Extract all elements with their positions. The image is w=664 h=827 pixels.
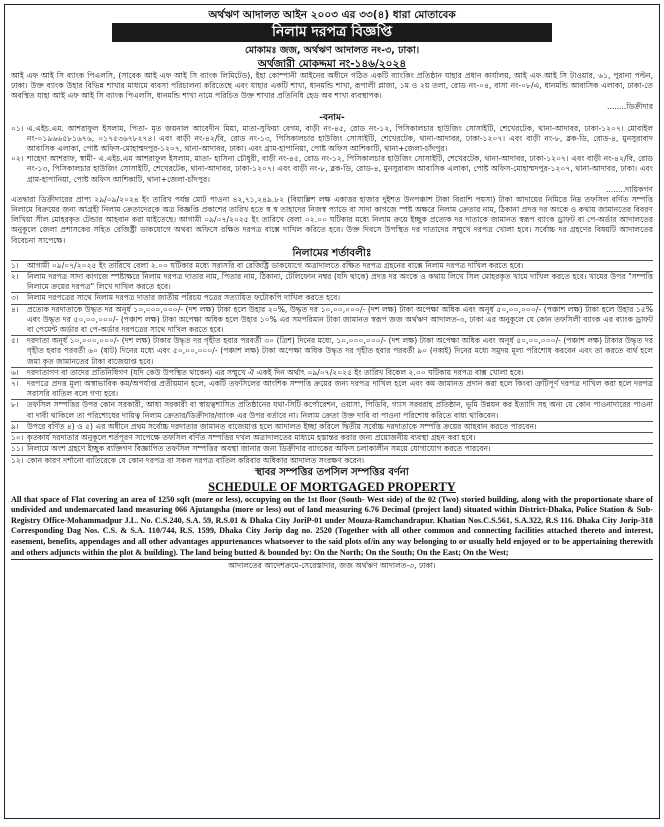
condition-number: ১০। (11, 433, 24, 443)
condition-number: ৭। (11, 379, 19, 389)
condition-text: নিলাম দরপত্রের সাথে নিলাম দরপত্র দাতার জাতীয় পরিচয় পত্রের সত্যায়িত ফটোকপি দাখিল করতে হবে। (27, 293, 341, 303)
plaintiff-text (11, 71, 653, 102)
schedule-title-english: SCHEDULE OF MORTGAGED PROPERTY (208, 479, 456, 494)
condition-text: দরদাতাগণ বা তাদের প্রতিনিধিগণ (যদি কেউ উপস্থিত থাকেন) এর সম্মুখে ঐ একই দিন অর্থাৎ ০৯/০৭/২০২৫ ইং তারিখ বিকেল ২.০০ ঘটিকায় দরপত্র বাক্স খোলা হবে। (27, 367, 524, 377)
defendant-text: এ.এইচ.এম. আশরাফুল ইসলাম, পিতা- মৃত জয়নাল আবেদীন মিয়া, মাতা-সুফিয়া বেগম, বাড়ী নং-৪৫, রোড নং-১২, পিসিকালচার হাউজিং সোসাইটি, শেখেরটেক, থানা-আদাবর, ঢাকা-১২০৭। মোবাইল নং-০১৯৬৬৫৮১৬৭৬, ০১৭৫৩৬৭৮২৭৪। এবং বাড়ী নং-৪২/বি, রোড নং-১৩, পিসিকালচার হাউজিং সোসাইটি, শেখেরটেক, থানা-আদাবর, ঢাকা-১২০৭। এবং বাড়ী নং-৮, ব্লক-ডি, রোড-৪, মুনসুরাবাদ আবাসিক এলাকা, পোষ্ট অফিস-মোহাম্মদপুর-১২০৭, থানা-আদাবর, ঢাকা। এবং গ্রাম-হাপানিয়া, পোষ্ট অফিস আশিকাটি, থানা+জেলা-চাঁদপুর। (27, 123, 653, 154)
defendant-text: শাহেদা আশরাফ, স্বামী- এ.এইচ.এম আশরাফুল ইসলাম, মাতা- হাসিনা চৌধুরী, বাড়ী নং-৪৫, রোড নং-১২, পিসিকালচার হাউজিং সোসাইটি, শেখেরটেক, থানা-আদাবর, ঢাকা-১২০৭। এবং বাড়ী নং-৪২/বি, রোড নং-১৩, পিসিকালচার হাউজিং সোসাইটি, শেখেরটেক, থানা-আদাবর, ঢাকা-১২০৭। এবং বাড়ী নং-৮, ব্লক-ডি, রোড-৪, মুনসুরাবাদ আবাসিক এলাকা, পোষ্ট অফিস-মোহাম্মদপুর-১২০৭, থানা-আদাবর, ঢাকা। এবং গ্রাম-হাপানিয়া, পোষ্ট অফিস আশিকাটি, থানা+জেলা-চাঁদপুর। (27, 154, 653, 184)
versus-label: -বনাম- (319, 112, 345, 123)
conditions-title: নিলামের শর্তাবলীঃ (292, 246, 372, 259)
condition-number: ৩। (11, 293, 19, 303)
condition-number: ৪। (11, 304, 19, 314)
defendant-item (11, 124, 653, 155)
condition-item (11, 378, 653, 399)
condition-text: নিলামে অংশ গ্রহণে ইচ্ছুক ব্যক্তিগণ বিজ্ঞাপিত তফসিল সম্পত্তির অবস্থা জানার জন্য ডিক্রীদার ব্যাংকের অফিস চলাকালীন সময়ে যোগাযোগ করতে পারবেন। (27, 444, 491, 454)
footer-signature: আদালতের আদেশক্রমে-সেরেস্তাদার, জজ অর্থঋণ আদালত-৩, ঢাকা। (11, 559, 653, 571)
condition-number: ১২। (11, 455, 24, 465)
defendant-number: ০২। (11, 154, 24, 164)
notice-paragraph: এতদ্বারা ডিক্রীদারের প্রাপ্য ২৯/০৯/২০২৪ ইং তারিখ পর্যন্ত মোট পাওনা ৪২,৭১,২৪৯.৮২ (বিয়াল্লিশ লক্ষ একাত্তর হাজার দুইশত উনপঞ্চাশ টাকা বিরাশি পয়সা) টাকা আদায়ের নিমিত্তে নিম্ন তফসিল বর্ণিত সম্পত্তি নিলামে বিক্রয়ের জন্য আগ্রহী নিলাম ক্রেতাদেরকে অত্র বিজ্ঞপ্তি প্রকাশের তারিখ হতে স্ব স্ব তাহাদের নিজস্ব প্যাডে বা সাদা কাগজে স্পষ্ট অক্ষরে নিলাম ক্রেতার নাম, ঠিকানা প্রদত্ত দর অংকে ও কথায় জামানতের বিবরণ লিখিয়া সীল মোহরকৃত টেন্ডার আহবান করা যাইতেছে। আগামী ০৯/০৭/২০২৫ ইং তারিখে বেলা ০২.০০ ঘটিকার মধ্যে নিলাম ক্রয়ে ইচ্ছুক প্রত্যেক দর দাতাকে জামানত স্বরূপ ব্যাংক ড্রাফট বা পে-অর্ডার আদালতের অনুকূলে জেলা প্রশাসকের সহিত রেজিষ্ট্রী ডাকযোগে অথবা অফিসে রক্ষিত দরপত্র বাক্সে দাখিল করিতে হবে। উক্ত দিবসে উপস্থিত দর দাতাদের সম্মুখে দরপত্র খোলা হবে। সর্বোচ্চ দর গ্রহণের বিষয়টি আদালতের বিবেচনা সাপেক্ষে। (11, 194, 653, 245)
defendant-number: ০১। (11, 123, 24, 133)
defendant-role: ........দায়িকগণ (605, 184, 653, 194)
condition-text: তফসিল সম্পত্তির উপর কোন সরকারী, আধা সরকারী বা স্বায়ত্বশাসিত প্রতিষ্ঠানের যথা-সিটি কর্পোরেশন, ওয়াসা, পিডিবি, গ্যাস সরবরাহ প্রতিষ্ঠান, ভূমি উন্নয়ন কর ইত্যাদি সহ অন্য যে কোন পাওনাদারের পাওনা বা দাবী থাকিলে তা পরিশোধের দায়িত্ব নিলাম ক্রেতার/ডিক্রীদার/ব্যাংক এর উপর বর্তাবে না। নিলাম ক্রেতা উক্ত দাবি বা পাওনা পরিশোধ করিতে বাধ্য থাকিবেন। (27, 400, 653, 420)
condition-item (11, 455, 653, 466)
condition-number: ২। (11, 272, 19, 282)
condition-number: ৬। (11, 367, 19, 377)
condition-item (11, 304, 653, 336)
condition-text: দরপত্রে প্রদত্ত মূল্য অস্বাভাবিক কম/অপর্যাপ্ত প্রতীয়মান হলে, একটি তফসিলের আংশিক সম্পত্তি ক্রয়ের জন্য দরপত্র দাখিল হলে এবং কম জামানত প্রদান করা হলে কিংবা ত্রুটিপূর্ণ দরপত্র দাখিল করা হলে দরপত্র সরাসরি বাতিল বলে গণ্য হবে। (27, 379, 653, 399)
condition-number: ১। (11, 260, 19, 270)
condition-text: কৃতকার্য দরদাতার অনুকূলে শর্তপূরণ সাপেক্ষে তফসিল বর্ণিত সম্পত্তির দখল অত্রাদালতের মাধ্যমে হস্তান্তর করার জন্য প্রয়োজনীয় ব্যবস্থা গ্রহন করা হবে। (27, 433, 476, 443)
schedule-title-bangla: স্থাবর সম্পত্তির তপসিল সম্পত্তির বর্ণনা (255, 466, 409, 478)
condition-number: ৮। (11, 400, 19, 410)
condition-item (11, 271, 653, 292)
defendant-item (11, 154, 653, 185)
notice-title: নিলাম দরপত্র বিজ্ঞপ্তি (112, 23, 552, 42)
condition-item (11, 443, 653, 454)
condition-item (11, 399, 653, 420)
auction-notice (4, 4, 660, 819)
condition-item (11, 260, 653, 271)
defendants-list (11, 124, 653, 185)
plaintiff-description: আই এফ আই সি ব্যাংক পিএলসি, (সাবেক আই এফ আই সি ব্যাংক লিমিটেড), ইহা কোম্পানী আইনের অধীনে গঠিত একটি ব্যাংকিং প্রতিষ্ঠান যাহার প্রধান কার্যালয়, আই এফ আই সি টাওয়ার, ৬১, পুরানা পল্টন, ঢাকা। উক্ত ব্যাংক উহার বিভিন্ন শাখার মাধ্যমে ব্যবসা পরিচালনা করিতেছে এবং যাহার একটি শাখা, ধানমন্ডি শাখা, রূপালী প্লাজা, ১ম ও ২য় তলা, রোড নং-০৪, বাসা নং-০৮/এ, ধানমন্ডি আবাসিক এলাকা, ঢাকা-তে অবস্থিত যাহা আই এফ আই সি ব্যাংক পিএলসি, ধানমন্ডি শাখা নামে পরিচিত উক্ত শাখার প্রতিনিধি হেড অব শাখা ব্যবস্থাপক। (11, 71, 653, 101)
property-description: All that space of Flat covering an area of 1250 sqft (more or less), occupying on the 1st floor (South- West side) of the 02 (Two) storied building, along with the proportionate share of undivided and undemarcated land measuring 066 Ajutangsha (more or less) out of land measuring 6.76 Decimal (project land) situated within District-Dhaka, Police Station & Sub-Registry Office-Mohammadpur J.L. No. C.S.240, S.A. 59, R.S.01 & Dhaka City JoriP-01 under Mouza-Ramchandrapur. Khatian Nos.C.S.561, S.A.322, R.S 116. Dhaka City Jorip-318 Corresponding Dag Nos. C.S. & S.A. 110/744, R.S. 1599, Dhaka City Jorip dag no. 2520 (Together with all other common and connecting facilities attached thereto and interest, easement, benefits, appendages and all other advantages appurtenances whatsoever to the said plots of/in any way belonging to or usually held enjoyed or to be appertaining therewith and others adjuncts within the plot & building). The land being butted & bounded by: On the North; On the South; On the East; On the West; (11, 494, 653, 557)
court-name: মোকামঃ জজ, অর্থঋণ আদালত নং-৩, ঢাকা। (244, 45, 420, 56)
condition-text: উপরে বর্ণিত ৪) ও ৫) এর অধীনে প্রথম সর্বোচ্চ দরদাতার জামানত বাজেয়াপ্ত হলে আদালত ইচ্ছা করিলে দ্বিতীয় সর্বোচ্চ দরদাতাকে সম্পত্তি ক্রয়ের আহবান করতে পারবেন। (27, 421, 537, 431)
plaintiff-role: ........ডিক্রীদার (607, 101, 653, 111)
condition-item (11, 292, 653, 303)
condition-item (11, 335, 653, 367)
act-line: অর্থঋণ আদালত আইন ২০০৩ এর ৩৩(৪) ধারা মোতাবেক (208, 9, 456, 21)
condition-text: দরদাতা অনূর্ধ ১০,০০০,০০০/- (দশ লক্ষ) টাকার উদ্ধৃত দর গৃহীত হবার পরবর্তী ৩০ (ত্রিশ) দিনের মধ্যে, ১০,০০০,০০০/- (দশ লক্ষ) টাকা অপেক্ষা অধিক এবং অনূর্ধ ৫০,০০,০০০/- (পঞ্চাশ লক্ষ) টাকার উদ্ধৃত দর গৃহীত হবার পরবর্তী ৬০ (ষাট) দিনের মধ্যে এবং ৫০,০০,০০০/- (পঞ্চাশ লক্ষ) টাকা অপেক্ষা অধিক উদ্ধৃত দর গৃহীত হবার পরবর্তী ৯০ (নব্বই) দিনের মধ্যে সমুদয় মূল্য পরিশোধ করবেন এবং তা করতে ব্যর্থ হলে জমা কৃত জামানতের টাকা বাজেয়াপ্ত হবে। (27, 336, 653, 366)
condition-text: কোন কারণ দর্শানো ব্যতিরেকে যে কোন দরপত্র বা সকল দরপত্র বাতিল করিবার অধিকার আদালত সংরক্ষণ করেন। (27, 455, 365, 465)
condition-text: আগামী ০৯/০৭/২০২৫ ইং তারিখে বেলা ২.০০ ঘটিকার মধ্যে সরাসরি বা রেজিষ্ট্রি ডাকযোগে অত্রাদালতে রক্ষিত দরপত্র গ্রহনের বাক্সে নিলাম দরপত্র দাখিল করতে হবে। (27, 260, 524, 270)
condition-number: ১১। (11, 444, 24, 454)
case-number: অর্থজারী মোকদ্দমা নং-১৪৬/২০২৪ (257, 58, 407, 70)
condition-item (11, 367, 653, 378)
condition-item (11, 421, 653, 432)
condition-text: নিলাম দরপত্র সাদা কাগজে স্পষ্টাক্ষরে নিলাম দরপত্র দাতার নাম, পিতার নাম, ঠিকানা, টেলিফোন নম্বর (যদি থাকে) প্রদত্ত দর অংকে ও কথায় লিখে সিল মোহরকৃত খামে দাখিল করতে হবে। খামের উপর "সম্পত্তি নিলামে ক্রয়ের দরপত্র" লিখে দাখিল করতে হবে। (27, 272, 653, 292)
condition-item (11, 432, 653, 443)
condition-number: ৯। (11, 421, 19, 431)
conditions-list (11, 260, 653, 466)
condition-text: প্রত্যেক দরদাতাকে উদ্ধৃত দর অনূর্ধ ১০,০০০,০০০/- (দশ লক্ষ) টাকা হলে উহার ২০%, উদ্ধৃত দর ১০,০০,০০০/- (দশ লক্ষ) টাকা অপেক্ষা অধিক এবং অনূর্ধ ৫০,০০,০০০/- (পঞ্চাশ লক্ষ) টাকা হলে উহার ১৫% এবং উদ্ধৃত দর ৫০,০০,০০০/- (পঞ্চাশ লক্ষ) টাকা অপেক্ষা অধিক হলে উহার ১০% এর সমপরিমান টাকা জামানত স্বরূপ জজ অর্থঋণ আদালত-৩, ঢাকা এর অনুকূলে যে কোন তফসিলী ব্যাংক এর ব্যাংক ড্রাফট বা পেমেন্ট অর্ডার বা পে-অর্ডার দরপত্রের সাথে দাখিল করতে হবে। (27, 304, 653, 335)
condition-number: ৫। (11, 336, 19, 346)
